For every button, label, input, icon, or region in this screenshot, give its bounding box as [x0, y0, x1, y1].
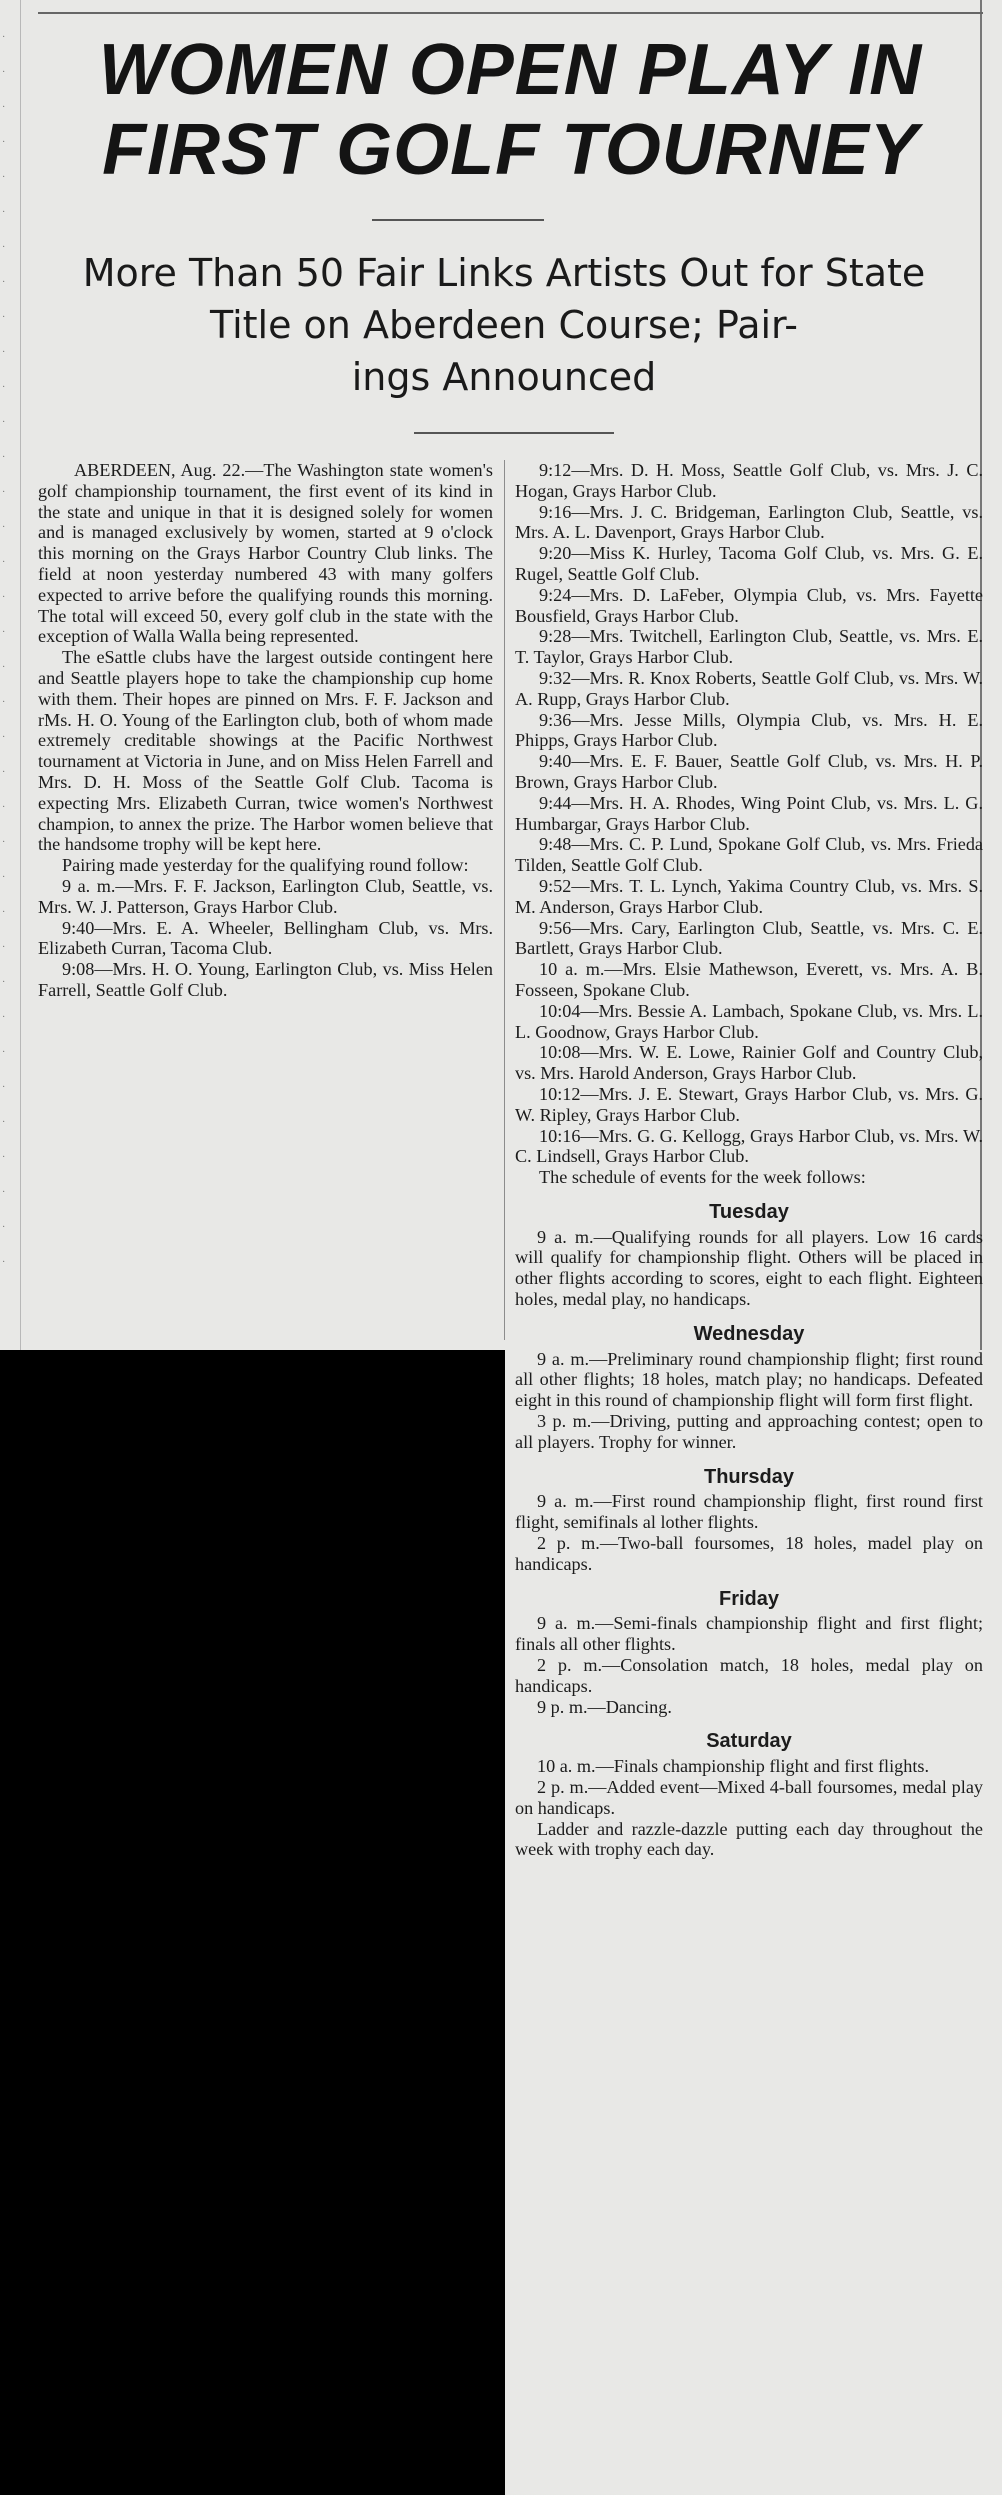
headline-divider [372, 219, 544, 221]
headline-line-1: WOMEN OPEN PLAY IN [98, 30, 923, 110]
pairing-entry: 9:20—Miss K. Hurley, Tacoma Golf Club, vs. Mrs. G. E. Rugel, Seattle Golf Club. [515, 543, 983, 584]
subheadline-line-2: Title on Aberdeen Course; Pair- [210, 303, 798, 347]
pairing-entry: 10:08—Mrs. W. E. Lowe, Rainier Golf and Country Club, vs. Mrs. Harold Anderson, Grays Harbor Club. [515, 1042, 983, 1084]
schedule-event: 9 a. m.—Semi-finals championship flight and first flight; finals all other flights. [515, 1613, 983, 1655]
headline-line-2: FIRST GOLF TOURNEY [102, 110, 919, 190]
pairing-entry: 9:08—Mrs. H. O. Young, Earlington Club, vs. Miss Helen Farrell, Seattle Golf Club. [38, 959, 493, 1000]
body-paragraph: The eSattle clubs have the largest outside contingent here and Seattle players hope to take the championship cup home with them. Their hopes are pinned on Mrs. F. F. Jackson and rMs. H. O. Young of the Earlington club, both of whom made extremely creditable showings at the Pacific Northwest tournament at Victoria in June, and on Miss Helen Farrell and Mrs. D. H. Moss of the Seattle Golf Club. Tacoma is expecting Mrs. Elizabeth Curran, twice women's Northwest champion, to annex the prize. The Harbor women believe that the handsome trophy will be kept here. [38, 647, 493, 855]
pairing-entry: 10:04—Mrs. Bessie A. Lambach, Spokane Club, vs. Mrs. L. L. Goodnow, Grays Harbor Club. [515, 1000, 983, 1042]
pairing-entry: 9:24—Mrs. D. LaFeber, Olympia Club, vs. Mrs. Fayette Bousfield, Grays Harbor Club. [515, 584, 983, 626]
pairing-entry: 9:44—Mrs. H. A. Rhodes, Wing Point Club, vs. Mrs. L. G. Humbargar, Grays Harbor Club. [515, 792, 983, 834]
schedule-event: 2 p. m.—Consolation match, 18 holes, medal play on handicaps. [515, 1655, 983, 1696]
pairing-entry: 9:12—Mrs. D. H. Moss, Seattle Golf Club, vs. Mrs. J. C. Hogan, Grays Harbor Club. [515, 460, 983, 501]
headline [38, 30, 983, 190]
subheadline-line-1: More Than 50 Fair Links Artists Out for State [82, 251, 926, 295]
schedule-event: 2 p. m.—Two-ball foursomes, 18 holes, madel play on handicaps. [515, 1533, 983, 1574]
pairing-entry: 9:40—Mrs. E. F. Bauer, Seattle Golf Club, vs. Mrs. H. P. Brown, Grays Harbor Club. [515, 751, 983, 792]
schedule-event: Ladder and razzle-dazzle putting each day throughout the week with trophy each day. [515, 1818, 983, 1860]
subheadline-line-3: ings Announced [351, 355, 657, 399]
right-margin-strip [980, 0, 1002, 1350]
pairing-entry: 9:32—Mrs. R. Knox Roberts, Seattle Golf Club, vs. Mrs. W. A. Rupp, Grays Harbor Club. [515, 667, 983, 709]
pairings-intro: Pairing made yesterday for the qualifying round follow: [62, 855, 469, 876]
schedule-event: 9 a. m.—Qualifying rounds for all players. Low 16 cards will qualify for championship flight. Others will be placed in other flights according to scores, eight to each flight. Eighteen holes, medal play, no handicaps. [515, 1226, 983, 1310]
schedule-day-wednesday: Wednesday [693, 1322, 805, 1345]
schedule-day-tuesday: Tuesday [709, 1200, 789, 1223]
pairing-entry: 9:48—Mrs. C. P. Lund, Spokane Golf Club, vs. Mrs. Frieda Tilden, Seattle Golf Club. [515, 834, 983, 876]
schedule-event: 10 a. m.—Finals championship flight and first flights. [537, 1756, 930, 1777]
pairing-entry: 9:40—Mrs. E. A. Wheeler, Bellingham Club, vs. Mrs. Elizabeth Curran, Tacoma Club. [38, 917, 493, 959]
schedule-day-thursday: Thursday [703, 1465, 795, 1488]
schedule-event: 3 p. m.—Driving, putting and approaching contest; open to all players. Trophy for winner. [515, 1411, 983, 1452]
schedule-event: 2 p. m.—Added event—Mixed 4-ball foursomes, medal play on handicaps. [515, 1777, 983, 1818]
subheadline-divider [414, 432, 614, 434]
pairing-entry: 9:16—Mrs. J. C. Bridgeman, Earlington Club, Seattle, vs. Mrs. A. L. Davenport, Grays Harbor Club. [515, 501, 983, 543]
schedule-day-saturday: Saturday [706, 1730, 792, 1753]
top-rule [38, 12, 983, 14]
pairing-entry: 9:36—Mrs. Jesse Mills, Olympia Club, vs. Mrs. H. E. Phipps, Grays Harbor Club. [515, 709, 983, 751]
column-divider [504, 460, 505, 1340]
pairing-entry: 9:56—Mrs. Cary, Earlington Club, Seattle, vs. Mrs. C. E. Bartlett, Grays Harbor Club. [515, 917, 983, 959]
left-margin-strip [0, 0, 21, 1350]
pairing-entry: 10:16—Mrs. G. G. Kellogg, Grays Harbor Club, vs. Mrs. W. C. Lindsell, Grays Harbor Club. [515, 1125, 983, 1167]
pairing-entry: 10:12—Mrs. J. E. Stewart, Grays Harbor Club, vs. Mrs. G. W. Ripley, Grays Harbor Club. [515, 1083, 983, 1125]
schedule-event: 9 a. m.—Preliminary round championship flight; first round all other flights; 18 holes, match play; no handicaps. Defeated eight in this round of championship flight will form first flight. [515, 1348, 983, 1411]
article-column-2 [515, 460, 983, 2490]
pairing-entry: 9:52—Mrs. T. L. Lynch, Yakima Country Club, vs. Mrs. S. M. Anderson, Grays Harbor Club. [515, 875, 983, 917]
schedule-event: 9 p. m.—Dancing. [537, 1696, 672, 1717]
lead-paragraph: ABERDEEN, Aug. 22.—The Washington state women's golf championship tournament, the first event of its kind in the state and unique in that it is designed solely for women and is managed exclusively by women, started at 9 o'clock this morning on the Grays Harbor Country Club links. The field at noon yesterday numbered 43 with many golfers expected to arrive before the qualifying rounds this morning. The total will exceed 50, every golf club in the state with the exception of Walla Walla being represented. [38, 460, 493, 647]
schedule-day-friday: Friday [718, 1587, 780, 1610]
subheadline [20, 247, 988, 403]
schedule-intro: The schedule of events for the week follows: [539, 1167, 866, 1188]
article-column-1 [38, 460, 493, 1350]
pairing-entry: 9:28—Mrs. Twitchell, Earlington Club, Seattle, vs. Mrs. E. T. Taylor, Grays Harbor Club. [515, 626, 983, 668]
pairing-entry: 9 a. m.—Mrs. F. F. Jackson, Earlington Club, Seattle, vs. Mrs. W. J. Patterson, Grays Harbor Club. [38, 875, 493, 917]
pairing-entry: 10 a. m.—Mrs. Elsie Mathewson, Everett, vs. Mrs. A. B. Fosseen, Spokane Club. [515, 959, 983, 1000]
margin-text-fragments: · · · · · · · · · · · · · · · · · · · · · · · · · · · · · · · · · · · · [2, 32, 6, 1268]
schedule-event: 9 a. m.—First round championship flight, first round first flight, semifinals al lother flights. [515, 1491, 983, 1533]
